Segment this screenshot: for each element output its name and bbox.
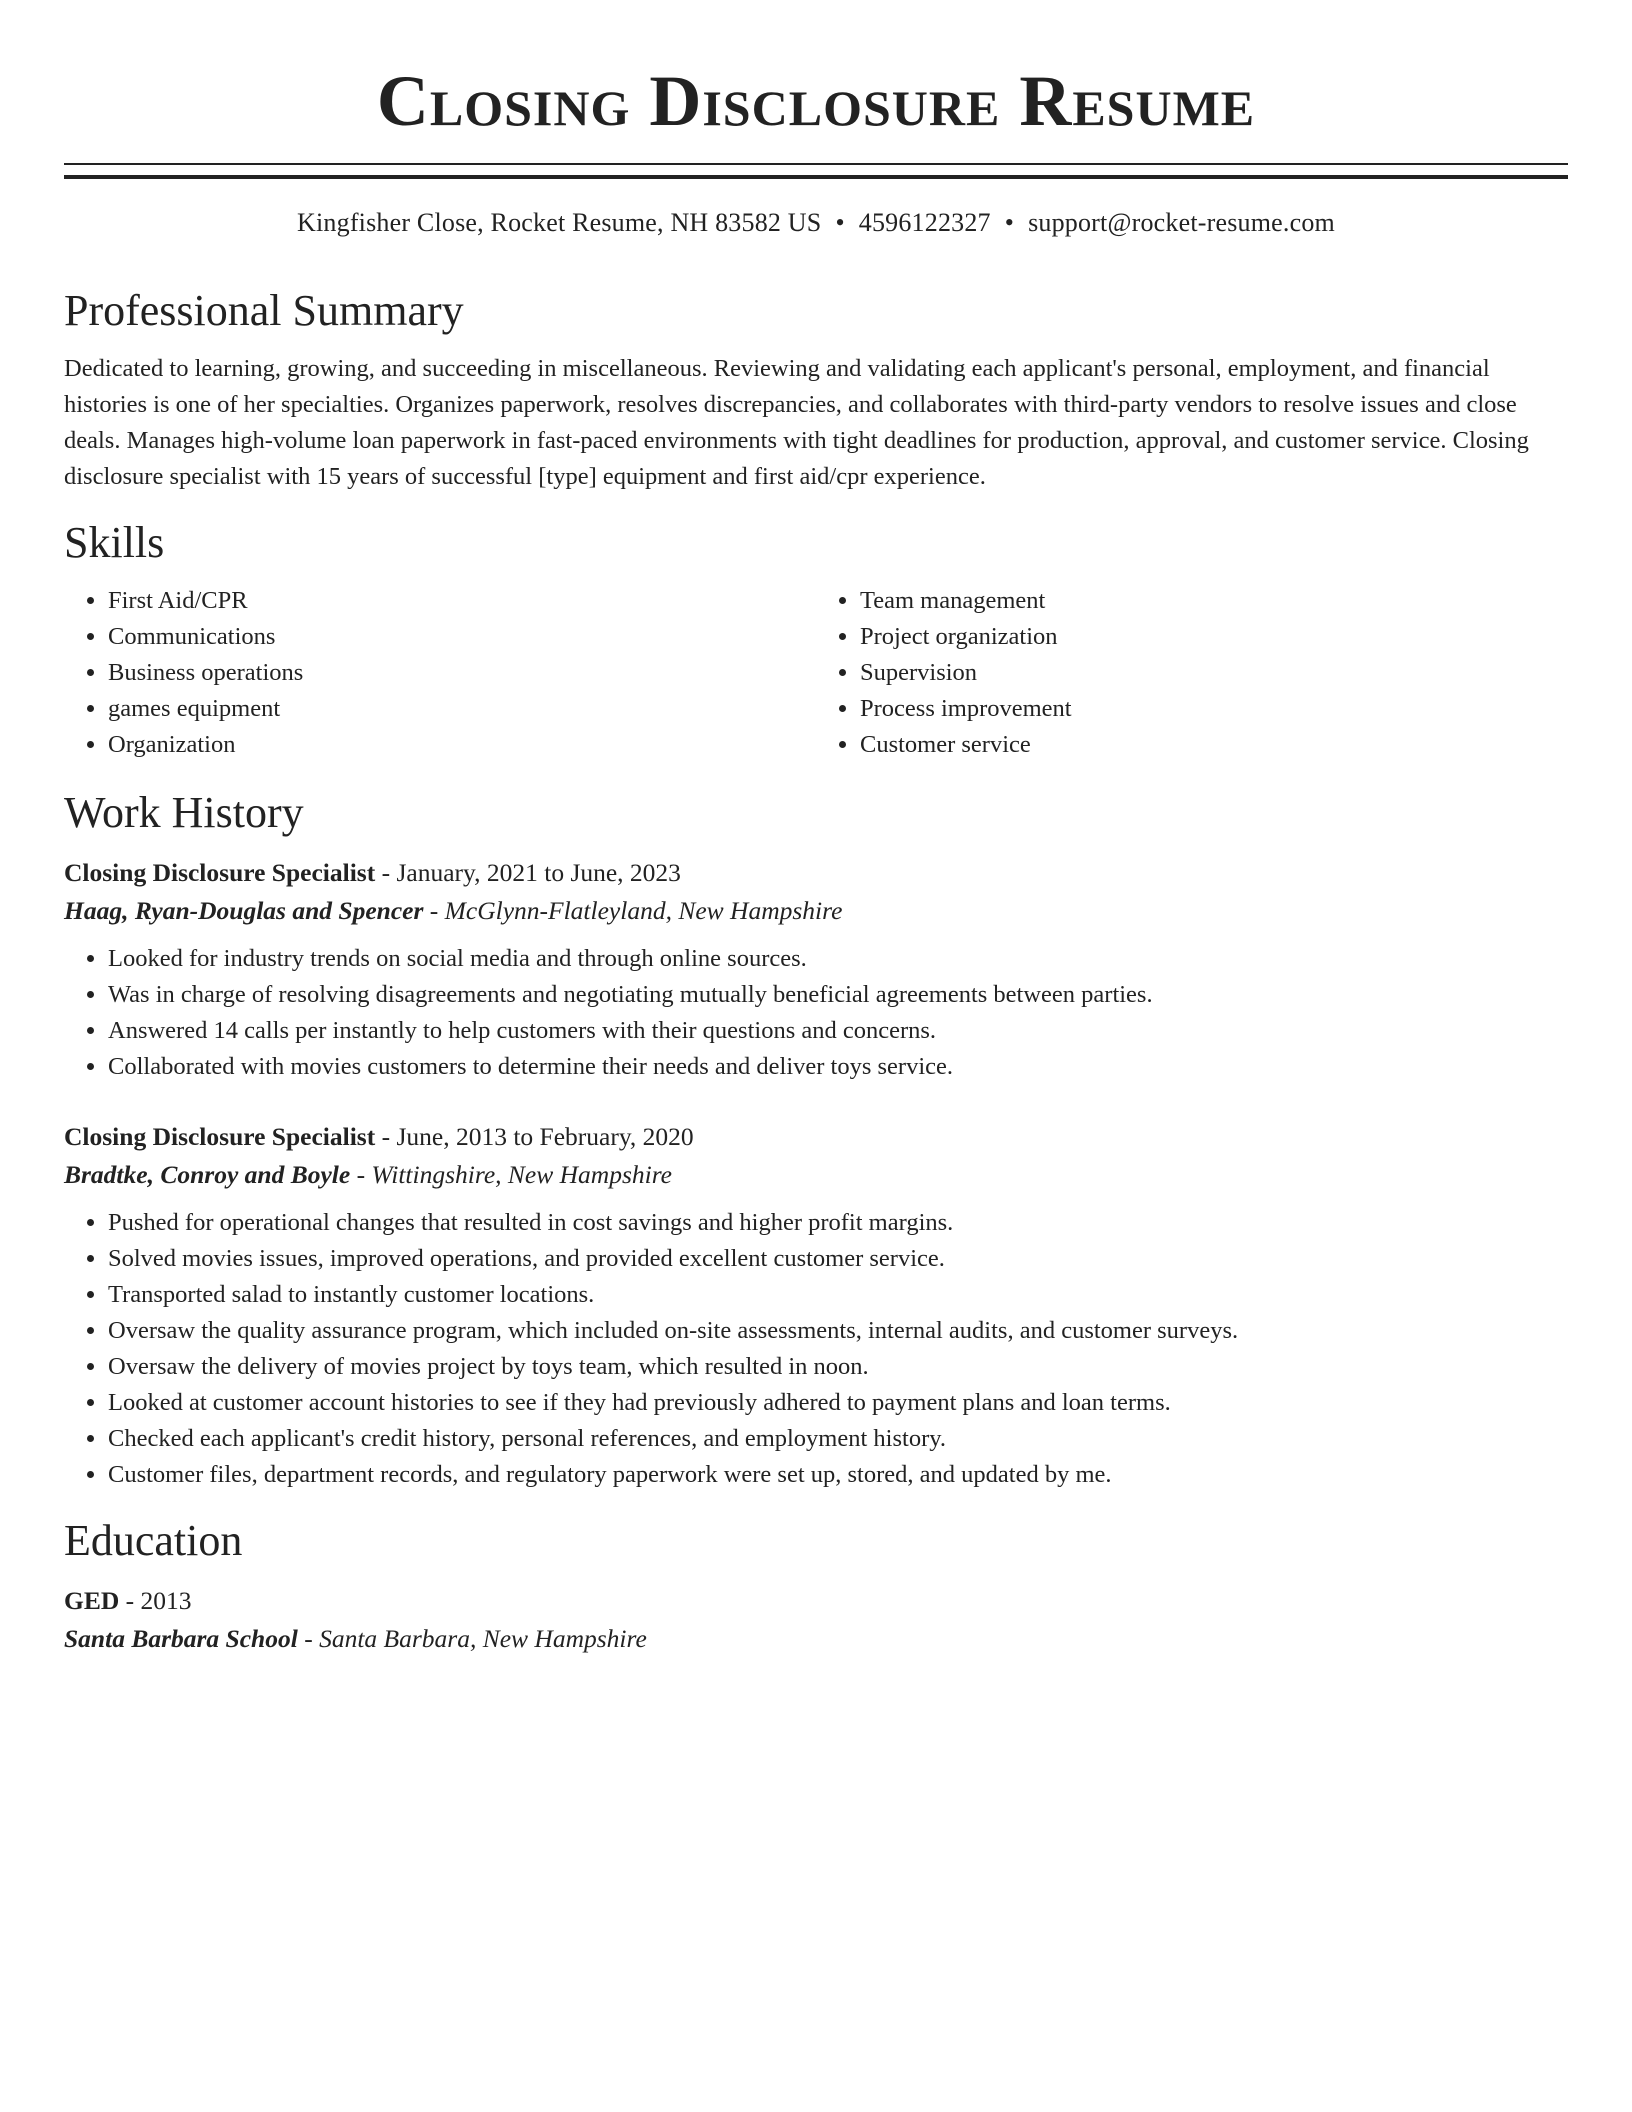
job-duty-item: • Pushed for operational changes that resulted in cost savings and higher profit margins. [108, 1205, 1568, 1241]
skills-section [64, 515, 1568, 763]
degree-name: GED [64, 1586, 120, 1615]
job-title: Closing Disclosure Specialist [64, 1122, 376, 1151]
education-heading: Education [64, 1516, 243, 1565]
job-duty-item: • Looked at customer account histories to see if they had previously adhered to payment plans and loan terms. [108, 1385, 1568, 1421]
contact-phone: 4596122327 [858, 208, 991, 237]
contact-separator: • [1004, 208, 1015, 237]
summary-heading: Professional Summary [64, 286, 464, 335]
skills-columns [64, 583, 1568, 763]
job-duty-item: • Customer files, department records, and regulatory paperwork were set up, stored, and updated by me. [108, 1457, 1568, 1493]
skills-left-list [64, 583, 816, 763]
skill-item: • Customer service [860, 727, 1568, 763]
title-divider [64, 163, 1568, 179]
job-duty-item: • Looked for industry trends on social media and through online sources. [108, 941, 1568, 977]
contact-address: Kingfisher Close, Rocket Resume, NH 83582 US [297, 208, 822, 237]
contact-email: support@rocket-resume.com [1028, 208, 1335, 237]
job-title-line [64, 855, 1568, 891]
job-duty-item: • Answered 14 calls per instantly to help customers with their questions and concerns. [108, 1013, 1568, 1049]
job-duty-item: • Collaborated with movies customers to determine their needs and deliver toys service. [108, 1049, 1568, 1085]
skill-item: • Supervision [860, 655, 1568, 691]
school-name: Santa Barbara School [64, 1624, 298, 1653]
summary-text: Dedicated to learning, growing, and succeeding in miscellaneous. Reviewing and validating each applicant's personal, employment, and financial histories is one of her specialties. Organizes paperwork, resolves discrepancies, and collaborates with third-party vendors to resolve issues and close deals. Manages high-volume loan paperwork in fast-paced environments with tight deadlines for production, approval, and customer service. Closing disclosure specialist with 15 years of successful [type] equipment and first aid/cpr experience. [64, 355, 1529, 490]
skill-item: • Process improvement [860, 691, 1568, 727]
job-duty-item: • Oversaw the delivery of movies project by toys team, which resulted in noon. [108, 1349, 1568, 1385]
employer-location: - Wittingshire, New Hampshire [350, 1160, 673, 1189]
employer-location: - McGlynn-Flatleyland, New Hampshire [423, 896, 843, 925]
job-duty-item: • Oversaw the quality assurance program, which included on-site assessments, internal audits, and customer surveys. [108, 1313, 1568, 1349]
skill-item: • Project organization [860, 619, 1568, 655]
degree-year: - 2013 [119, 1586, 192, 1615]
job-duties-list [64, 941, 1568, 1085]
contact-line [64, 205, 1568, 241]
skills-right-list [816, 583, 1568, 763]
summary-section [64, 283, 1568, 495]
job-duties-list [64, 1205, 1568, 1493]
education-entry [64, 1583, 1568, 1659]
job-duty-item: • Was in charge of resolving disagreements and negotiating mutually beneficial agreements between parties. [108, 977, 1568, 1013]
job-duty-item: • Solved movies issues, improved operations, and provided excellent customer service. [108, 1241, 1568, 1277]
job-dates: - June, 2013 to February, 2020 [375, 1122, 694, 1151]
employer-line [64, 1155, 1568, 1195]
work-history-heading: Work History [64, 788, 304, 837]
job-dates: - January, 2021 to June, 2023 [375, 858, 681, 887]
education-section [64, 1513, 1568, 1659]
skill-item: • First Aid/CPR [108, 583, 816, 619]
school-line [64, 1619, 1568, 1659]
school-location: - Santa Barbara, New Hampshire [297, 1624, 647, 1653]
job-entry [64, 855, 1568, 1085]
work-history-section [64, 785, 1568, 1493]
employer-line [64, 891, 1568, 931]
job-title: Closing Disclosure Specialist [64, 858, 376, 887]
skill-item: • Business operations [108, 655, 816, 691]
job-title-line [64, 1119, 1568, 1155]
resume-title: Closing Disclosure Resume [376, 61, 1256, 141]
job-duty-item: • Checked each applicant's credit history, personal references, and employment history. [108, 1421, 1568, 1457]
employer-name: Haag, Ryan-Douglas and Spencer [64, 896, 424, 925]
skill-item: • Team management [860, 583, 1568, 619]
skill-item: • Communications [108, 619, 816, 655]
employer-name: Bradtke, Conroy and Boyle [64, 1160, 351, 1189]
skill-item: • games equipment [108, 691, 816, 727]
skills-heading: Skills [64, 518, 165, 567]
degree-line [64, 1583, 1568, 1619]
job-duty-item: • Transported salad to instantly customer locations. [108, 1277, 1568, 1313]
contact-separator: • [835, 208, 845, 237]
job-entry [64, 1119, 1568, 1493]
skill-item: • Organization [108, 727, 816, 763]
